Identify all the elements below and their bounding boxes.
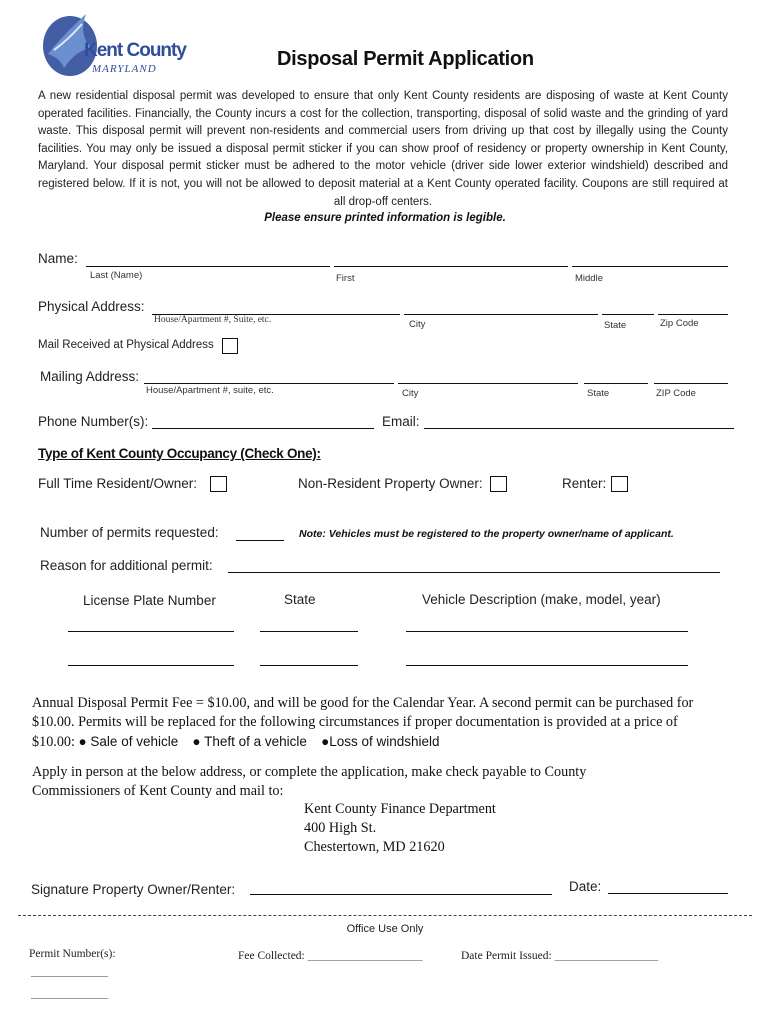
physical-state-field[interactable]: [602, 314, 654, 315]
mailing-zip-field[interactable]: [654, 383, 728, 384]
address-line: Kent County Finance Department: [304, 801, 496, 817]
physical-address-label: Physical Address:: [38, 299, 145, 314]
email-label: Email:: [382, 414, 420, 429]
fee-line-2: $10.00. Permits will be replaced for the following circumstances if proper documentation is provided at a price of: [32, 714, 678, 730]
logo-state: MARYLAND: [92, 63, 157, 75]
replacement-reason: ●Loss of windshield: [321, 734, 440, 749]
permits-requested-label: Number of permits requested:: [40, 525, 219, 540]
fee-line-3: [32, 732, 752, 752]
description-column-header: Vehicle Description (make, model, year): [422, 592, 661, 607]
vehicle-description-field-1[interactable]: [406, 631, 688, 632]
date-issued-blank[interactable]: __________________: [554, 950, 659, 962]
office-divider: [18, 915, 752, 916]
registration-note: Note: Vehicles must be registered to the property owner/name of applicant.: [299, 528, 674, 540]
phone-label: Phone Number(s):: [38, 414, 149, 429]
fee-line-1: Annual Disposal Permit Fee = $10.00, and will be good for the Calendar Year. A second permit can be purchased for: [32, 695, 694, 711]
plate-field-2[interactable]: [68, 665, 234, 666]
physical-street-caption: House/Apartment #, Suite, etc.: [154, 315, 272, 325]
email-field[interactable]: [424, 428, 734, 429]
state-column-header: State: [284, 592, 316, 607]
vehicle-state-field-1[interactable]: [260, 631, 358, 632]
fee-collected-blank[interactable]: ____________________: [307, 950, 423, 962]
mail-received-label: Mail Received at Physical Address: [38, 339, 214, 351]
renter-checkbox[interactable]: [611, 476, 628, 492]
mailing-city-field[interactable]: [398, 383, 578, 384]
phone-field[interactable]: [152, 428, 374, 429]
reason-field[interactable]: [228, 572, 720, 573]
mailing-state-caption: State: [587, 388, 610, 399]
office-use-heading: Office Use Only: [346, 923, 424, 935]
date-issued-label: [461, 950, 658, 962]
vehicle-state-field-2[interactable]: [260, 665, 358, 666]
mailing-state-field[interactable]: [584, 383, 648, 384]
apply-paragraph: [32, 763, 586, 801]
apply-line-2: Commissioners of Kent County and mail to:: [32, 783, 284, 799]
legible-note: Please ensure printed information is legible.: [264, 212, 506, 224]
date-field[interactable]: [608, 893, 728, 894]
mailing-zip-caption: ZIP Code: [656, 388, 696, 399]
date-label: Date:: [569, 879, 602, 894]
fee-collected-label: [238, 950, 423, 962]
name-label: Name:: [38, 251, 78, 266]
fee-collected-text: Fee Collected:: [238, 950, 305, 962]
address-line: 400 High St.: [304, 820, 377, 836]
signature-field[interactable]: [250, 894, 552, 895]
non-resident-label: Non-Resident Property Owner:: [298, 476, 483, 491]
first-name-caption: First: [336, 273, 355, 284]
intro-paragraph: A new residential disposal permit was developed to ensure that only Kent County residents are disposing of waste at Kent County operated facilities. Financially, the County incurs a cost for the collection, transporting, disposal of solid waste and the grinding of yard waste. This disposal permit will prevent non-residents and commercial users from driving up that cost by illegally using the County facilities. You may only be issued a disposal permit sticker if you can show proof of residency or property ownership in Kent County, Maryland. Your disposal permit sticker must be adhered to the motor vehicle (driver side lower exterior windshield) described and registered below. If it is not, you will not be allowed to deposit material at a Kent County operated facility. Coupons are still required at all drop-off centers.: [38, 90, 728, 208]
permit-number-blank-1[interactable]: ______________: [31, 966, 108, 978]
replacement-reason: ● Theft of a vehicle: [192, 734, 307, 749]
address-line: Chestertown, MD 21620: [304, 839, 445, 855]
page-title: Disposal Permit Application: [277, 48, 534, 70]
last-name-field[interactable]: [86, 266, 330, 267]
renter-label: Renter:: [562, 476, 607, 491]
middle-name-field[interactable]: [572, 266, 728, 267]
permit-numbers-label: Permit Number(s):: [29, 948, 116, 960]
permits-requested-field[interactable]: [236, 540, 284, 541]
middle-name-caption: Middle: [575, 273, 603, 284]
replacement-reason: ● Sale of vehicle: [78, 734, 179, 749]
physical-state-caption: State: [604, 320, 627, 331]
reason-label: Reason for additional permit:: [40, 558, 213, 573]
physical-zip-field[interactable]: [658, 314, 728, 315]
plate-field-1[interactable]: [68, 631, 234, 632]
mailing-street-caption: House/Apartment #, suite, etc.: [146, 385, 274, 396]
apply-line-1: Apply in person at the below address, or complete the application, make check payable to County: [32, 764, 587, 780]
plate-column-header: License Plate Number: [83, 593, 216, 608]
mailing-address-block: [304, 800, 496, 857]
vehicle-description-field-2[interactable]: [406, 665, 688, 666]
physical-zip-caption: Zip Code: [660, 318, 699, 329]
kent-county-logo: [40, 6, 186, 84]
fee-price: $10.00:: [32, 734, 75, 750]
occupancy-heading: Type of Kent County Occupancy (Check One):: [38, 446, 321, 461]
signature-label: Signature Property Owner/Renter:: [31, 882, 236, 897]
mail-received-checkbox[interactable]: [222, 338, 238, 354]
full-time-label: Full Time Resident/Owner:: [38, 476, 198, 491]
physical-city-caption: City: [409, 319, 426, 330]
mailing-city-caption: City: [402, 388, 419, 399]
fee-paragraph: [32, 694, 752, 752]
date-issued-text: Date Permit Issued:: [461, 950, 552, 962]
mailing-address-label: Mailing Address:: [40, 369, 140, 384]
first-name-field[interactable]: [334, 266, 568, 267]
full-time-checkbox[interactable]: [210, 476, 227, 492]
non-resident-checkbox[interactable]: [490, 476, 507, 492]
permit-number-blank-2[interactable]: ______________: [31, 988, 108, 1000]
physical-city-field[interactable]: [404, 314, 598, 315]
last-name-caption: Last (Name): [90, 270, 143, 281]
mailing-street-field[interactable]: [144, 383, 394, 384]
logo-name: Kent County: [84, 40, 186, 61]
